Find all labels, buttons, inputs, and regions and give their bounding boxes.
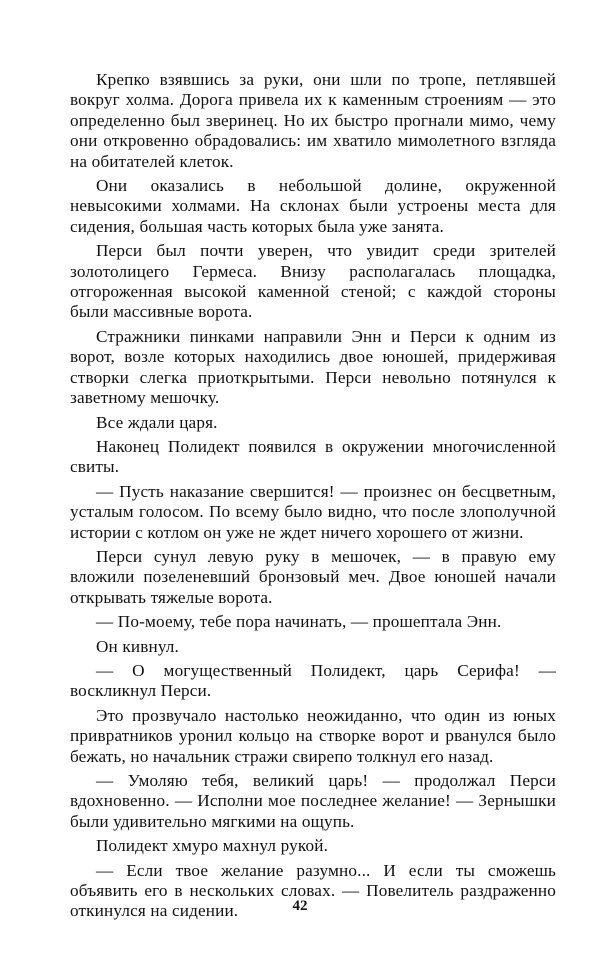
- paragraph: Все ждали царя.: [96, 412, 218, 432]
- body-text: [70, 70, 556, 926]
- paragraph: — Умоляю тебя, великий царь! — продолжал Перси вдохновенно. — Исполни мое последнее желание! — Зернышки были удивительно мягкими на ощупь.: [70, 771, 556, 831]
- paragraph: Перси был почти уверен, что увидит среди зрителей золотолицего Гермеса. Внизу располагалась площадка, отгороженная высокой каменной стеной; с каждой стороны были массивные ворота.: [70, 241, 556, 322]
- paragraph: Полидект хмуро махнул рукой.: [96, 836, 329, 856]
- paragraph: — По-моему, тебе пора начинать, — прошептала Энн.: [96, 612, 502, 632]
- paragraph: — Если твое желание разумно... И если ты сможешь объявить его в нескольких словах. — Повелитель раздраженно откинулся на сидении.: [70, 860, 556, 921]
- page-number: 42: [292, 898, 308, 914]
- paragraph: — О могущественный Полидект, царь Серифа! — воскликнул Перси.: [70, 660, 556, 701]
- paragraph: — Пусть наказание свершится! — произнес он бесцветным, усталым голосом. По всему было видно, что после злополучной истории с котлом он уже не ждет ничего хорошего от жизни.: [70, 481, 556, 542]
- paragraph: Они оказались в небольшой долине, окруженной невысокими холмами. На склонах были устроены места для сидения, большая часть которых была уже занята.: [70, 176, 556, 236]
- paragraph: Перси сунул левую руку в мешочек, — в правую ему вложили позеленевший бронзовый меч. Двое юношей начали открывать тяжелые ворота.: [70, 546, 556, 607]
- paragraph: Наконец Полидект появился в окружении многочисленной свиты.: [70, 436, 556, 477]
- paragraph: Стражники пинками направили Энн и Перси к одним из ворот, возле которых находились двое юношей, придерживая створки слегка приоткрытыми. Перси невольно потянулся к заветному мешочку.: [70, 326, 556, 408]
- paragraph: Он кивнул.: [96, 636, 179, 656]
- paragraph: Это прозвучало настолько неожиданно, что один из юных привратников уронил кольцо на створке ворот и рванулся было бежать, но начальник стражи свирепо толкнул его назад.: [70, 705, 556, 766]
- paragraph: Крепко взявшись за руки, они шли по тропе, петлявшей вокруг холма. Дорога привела их к каменным строениям — это определенно был зверинец. Но их быстро прогнали мимо, чему они откровенно обрадовались: им хватило мимолетного взгляда на обитателей клеток.: [70, 70, 556, 171]
